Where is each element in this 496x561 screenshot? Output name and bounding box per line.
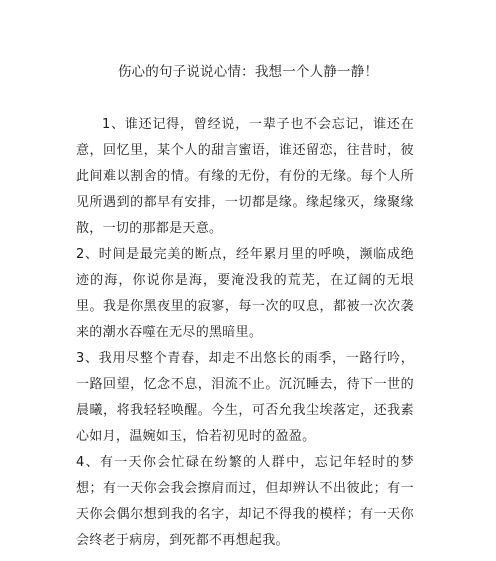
article-title: 伤心的句子说说心情：我想一个人静一静！ <box>117 64 379 80</box>
article-body <box>76 112 414 554</box>
paragraph-2: 2、时间是最完美的断点，经年累月里的呼唤，濒临成绝迹的海，你说你是海，要淹没我的荒芜，在辽阔的无垠里。我是你黑夜里的寂寥，每一次的叹息，都被一次次袭来的潮水吞噬在无尽的黑暗里。 <box>76 247 414 340</box>
paragraph-3: 3、我用尽整个青春，却走不出悠长的雨季，一路行吟，一路回望，忆念不息，泪流不止。沉沉睡去，待下一世的晨曦，将我轻轻唤醒。今生，可否允我尘埃落定，还我素心如月，温婉如玉，恰若初见时的盈盈。 <box>76 351 414 444</box>
paragraph-1: 1、谁还记得，曾经说，一辈子也不会忘记，谁还在意，回忆里，某个人的甜言蜜语，谁还留恋，往昔时，彼此间难以割舍的情。有缘的无份，有份的无缘。每个人所见所遇到的都早有安排，一切都是缘。缘起缘灭，缘聚缘散，一切的那都是天意。 <box>76 117 414 236</box>
paragraph-4: 4、有一天你会忙碌在纷繁的人群中，忘记年轻时的梦想；有一天你会我会擦肩而过，但却辨认不出彼此；有一天你会偶尔想到我的名字，却记不得我的模样；有一天你会终老于病房，到死都不再想起我。 <box>76 455 414 548</box>
